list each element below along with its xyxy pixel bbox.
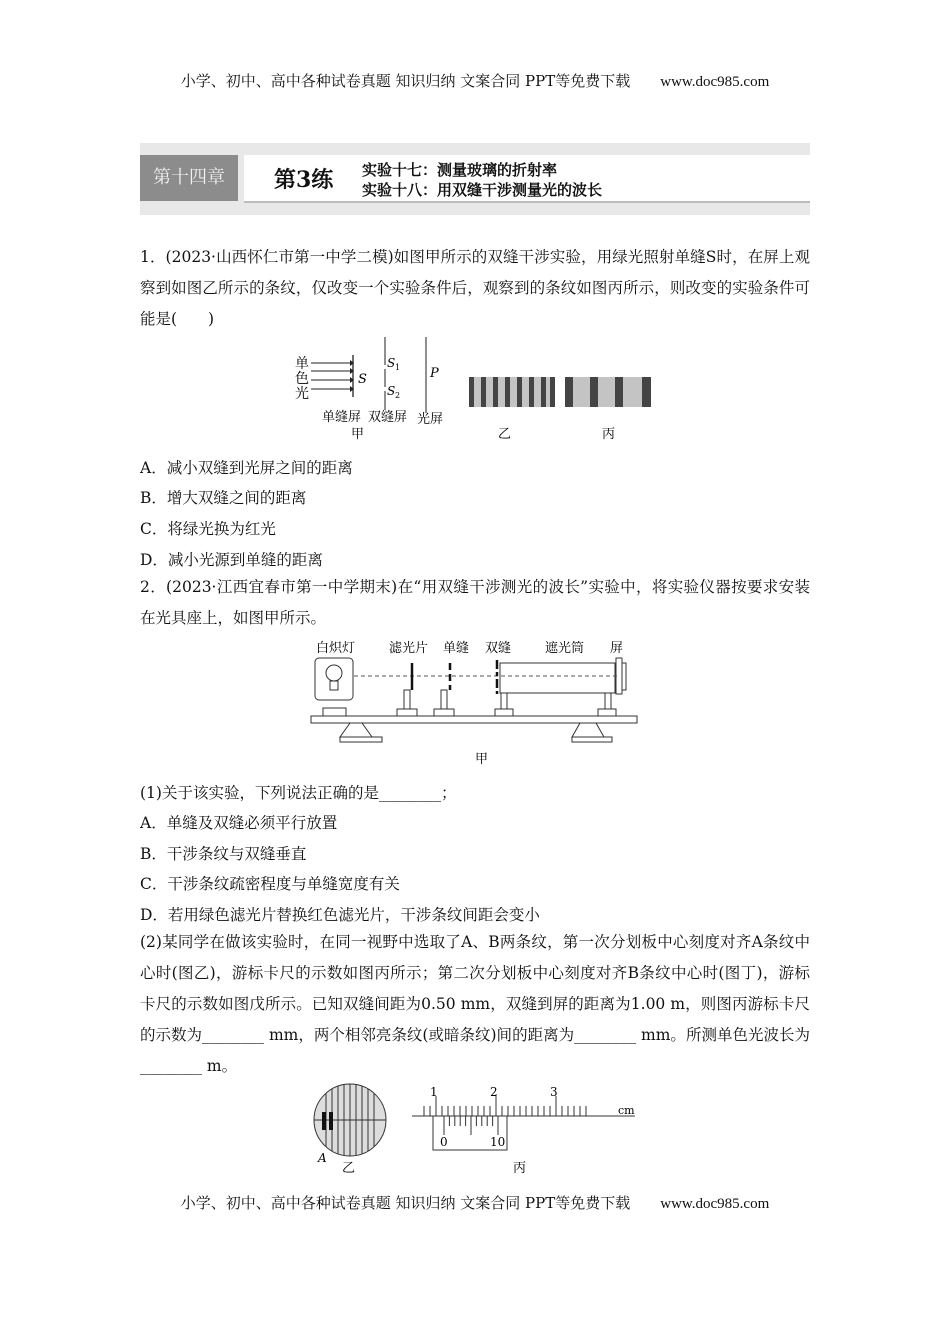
q2-stem: 2．(2023·江西宜春市第一中学期末)在“用双缝干涉测光的波长”实验中，将实验仪器按要求安装在光具座上，如图甲所示。 <box>140 578 810 627</box>
vernier-label-10: 10 <box>490 1135 506 1149</box>
fig-jia: 甲 <box>351 427 365 442</box>
double-slit-label: 双缝 <box>485 641 512 656</box>
fig-yi: 乙 <box>498 427 512 442</box>
q2-option-d[interactable]: D．若用绿色滤光片替换红色滤光片，干涉条纹间距会变小 <box>140 906 540 924</box>
lesson-number: 第3练 <box>274 167 334 193</box>
header-url[interactable]: www.doc985.com <box>660 74 770 90</box>
p-label: P <box>430 366 439 381</box>
fringes-yi <box>469 377 555 407</box>
light-arrows <box>311 337 426 413</box>
single-slit-label: 单缝 <box>443 641 470 656</box>
lesson-subtitle-1: 实验十七：测量玻璃的折射率 <box>362 161 558 179</box>
light-label-2: 色 <box>295 371 309 387</box>
footer-text: 小学、初中、高中各种试卷真题 知识归纳 文案合同 PPT等免费下载 <box>180 1194 631 1212</box>
footer-url[interactable]: www.doc985.com <box>660 1196 770 1212</box>
chapter-label: 第十四章 <box>140 155 238 201</box>
s1-label: S <box>387 356 396 370</box>
light-label-1: 单 <box>295 356 309 372</box>
stripe-a-label: A <box>318 1151 327 1165</box>
lesson-title-box <box>244 155 810 203</box>
screen-label: 光屏 <box>417 412 444 427</box>
fig-bing: 丙 <box>602 427 616 442</box>
q1-stem: 1．(2023·山西怀仁市第一中学二模)如图甲所示的双缝干涉实验，用绿光照射单缝S时，在屏上观察到如图乙所示的条纹，仅改变一个实验条件后，观察到的条纹如图丙所示，则改变的实验条件可能是( ) <box>140 248 810 328</box>
eyepiece-view <box>310 1080 390 1160</box>
header-text: 小学、初中、高中各种试卷真题 知识归纳 文案合同 PPT等免费下载 <box>180 72 631 90</box>
q1-option-c[interactable]: C．将绿光换为红光 <box>140 520 276 538</box>
fig-yi: 乙 <box>342 1161 356 1176</box>
main-label-2: 2 <box>490 1085 498 1099</box>
s2-sub: 2 <box>395 391 401 400</box>
tube-label: 遮光筒 <box>545 641 585 656</box>
light-label-3: 光 <box>295 386 309 402</box>
q2-option-b[interactable]: B．干涉条纹与双缝垂直 <box>140 845 307 863</box>
filter-label: 滤光片 <box>389 641 429 656</box>
s1-sub: 1 <box>395 363 401 372</box>
q2-option-a[interactable]: A．单缝及双缝必须平行放置 <box>140 814 338 832</box>
s-label: S <box>358 372 367 387</box>
lesson-subtitle-2: 实验十八：用双缝干涉测量光的波长 <box>362 181 603 199</box>
fig-bing: 丙 <box>513 1161 527 1176</box>
q2-option-c[interactable]: C．干涉条纹疏密程度与单缝宽度有关 <box>140 875 400 893</box>
q1-option-a[interactable]: A．减小双缝到光屏之间的距离 <box>140 459 353 477</box>
unit-label: cm <box>618 1104 635 1117</box>
main-label-3: 3 <box>550 1085 558 1099</box>
q2-measurement-figure <box>300 1080 650 1180</box>
single-slit-label: 单缝屏 <box>322 410 362 425</box>
s2-label: S <box>387 384 396 398</box>
lamp-label: 白炽灯 <box>316 641 356 656</box>
q1-figure <box>280 335 660 445</box>
page-header <box>0 70 950 91</box>
q2-apparatus-figure <box>300 630 650 770</box>
fringes-bing <box>565 377 651 407</box>
q1-option-d[interactable]: D．减小光源到单缝的距离 <box>140 551 323 569</box>
caption-jia: 甲 <box>475 752 489 767</box>
q1-option-b[interactable]: B．增大双缝之间的距离 <box>140 489 307 507</box>
page-footer <box>0 1192 950 1213</box>
q2-part2: (2)某同学在做该实验时，在同一视野中选取了A、B两条纹，第一次分划板中心刻度对齐A条纹中心时(图乙)，游标卡尺的示数如图丙所示；第二次分划板中心刻度对齐B条纹中心时(图丁)，游标卡尺的示数如图戊所示。已知双缝间距为0.50 mm，双缝到屏的距离为1.00 m，则图丙游标卡尺的示数为________ mm，两个相邻亮条纹(或暗条纹)间的距离为________ mm。所测单色光波长为________ m。 <box>140 933 810 1075</box>
screen-label: 屏 <box>610 641 624 656</box>
q2-part1: (1)关于该实验，下列说法正确的是________； <box>140 784 457 802</box>
double-slit-label: 双缝屏 <box>368 410 408 425</box>
main-label-1: 1 <box>430 1085 438 1099</box>
vernier-label-0: 0 <box>440 1135 448 1149</box>
